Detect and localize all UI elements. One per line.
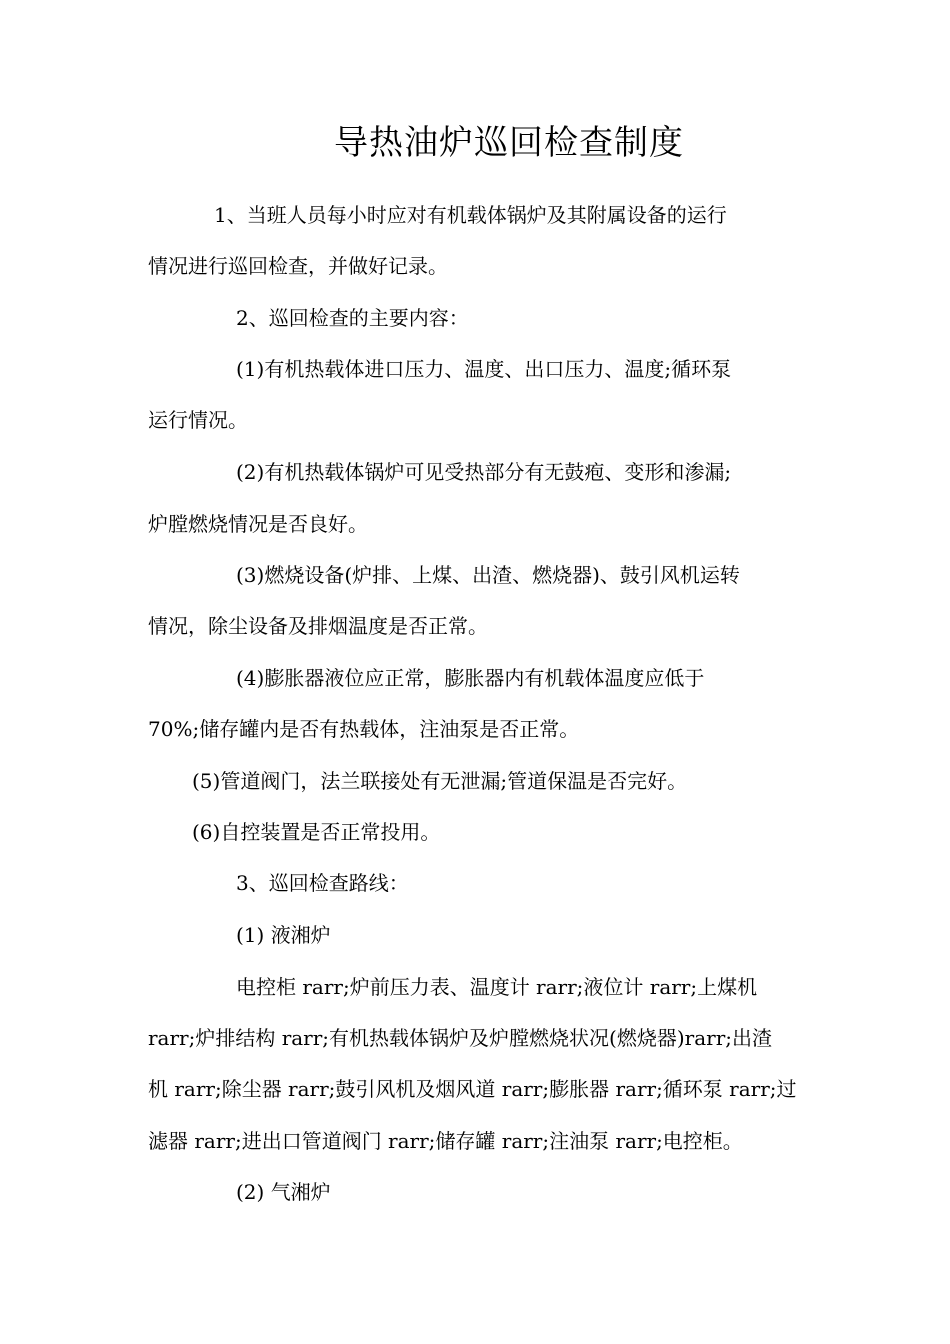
paragraph-line: 运行情况。	[148, 408, 248, 432]
paragraph-line: (3)燃烧设备(炉排、上煤、出渣、燃烧器)、鼓引风机运转	[236, 563, 740, 587]
paragraph-line: (1)有机热载体进口压力、温度、出口压力、温度;循环泵	[236, 357, 732, 381]
document-title: 导热油炉巡回检查制度	[334, 123, 684, 163]
paragraph-line: (1) 液湘炉	[236, 923, 331, 947]
paragraph-line: 情况进行巡回检查，并做好记录。	[148, 254, 448, 278]
paragraph-line: 滤器 rarr;进出口管道阀门 rarr;储存罐 rarr;注油泵 rarr;电控柜。	[148, 1129, 743, 1153]
paragraph-line: 70%;储存罐内是否有热载体，注油泵是否正常。	[148, 717, 580, 741]
paragraph-line: (4)膨胀器液位应正常，膨胀器内有机载体温度应低于	[236, 666, 705, 690]
paragraph-line: 1、当班人员每小时应对有机载体锅炉及其附属设备的运行	[214, 203, 727, 227]
paragraph-line: (2) 气湘炉	[236, 1180, 331, 1204]
paragraph-line: (2)有机热载体锅炉可见受热部分有无鼓疱、变形和渗漏;	[236, 460, 732, 484]
paragraph-line: rarr;炉排结构 rarr;有机热载体锅炉及炉膛燃烧状况(燃烧器)rarr;出渣	[148, 1026, 772, 1050]
paragraph-line: 电控柜 rarr;炉前压力表、温度计 rarr;液位计 rarr;上煤机	[236, 975, 758, 999]
paragraph-line: 3、巡回检查路线：	[236, 871, 409, 895]
paragraph-line: 2、巡回检查的主要内容：	[236, 306, 469, 330]
paragraph-line: (5)管道阀门，法兰联接处有无泄漏;管道保温是否完好。	[192, 769, 688, 793]
paragraph-line: 情况，除尘设备及排烟温度是否正常。	[148, 614, 488, 638]
paragraph-line: (6)自控装置是否正常投用。	[192, 820, 441, 844]
paragraph-line: 机 rarr;除尘器 rarr;鼓引风机及烟风道 rarr;膨胀器 rarr;循环泵 rarr;过	[148, 1077, 797, 1101]
paragraph-line: 炉膛燃烧情况是否良好。	[148, 512, 368, 536]
